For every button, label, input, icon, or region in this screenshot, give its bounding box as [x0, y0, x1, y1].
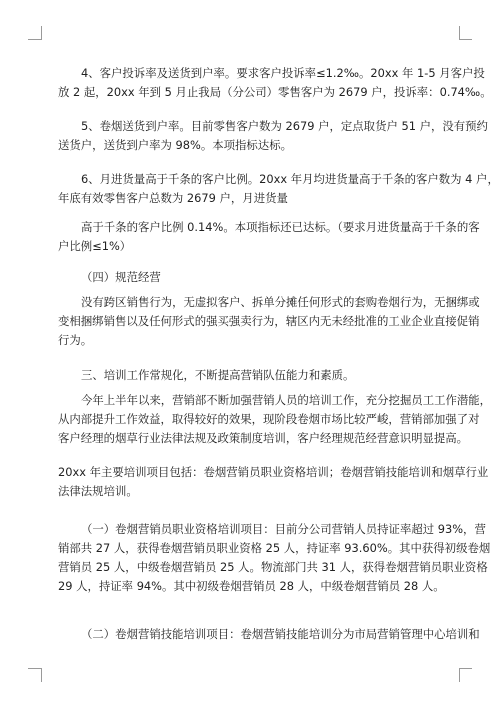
paragraph-skills-training: [58, 625, 480, 644]
text-line: 客户经理的烟草行业法律法规及政策制度培训，客户经理规范经营意识明显提高。: [58, 431, 469, 445]
text-line: 高于千条的客户比例 0.14%。本项指标还已达标。（要求月进货量高于千条的客: [81, 220, 480, 234]
crop-mark-bottom-left-h: [28, 668, 41, 669]
text-line: 户比例≤1%）: [58, 239, 132, 253]
section-heading-standard-operation: [58, 268, 456, 287]
text-line: 4、客户投诉率及送货到户率。要求客户投诉率≤1.2‰。20xx 年 1-5 月客户投: [81, 66, 485, 80]
text-line: 5、卷烟送货到户率。目前零售客户数为 2679 户，定点取货户 51 户，没有预约: [81, 119, 488, 133]
text-line: （二）卷烟营销技能培训项目：卷烟营销技能培训分为市局营销管理中心培训和: [81, 627, 480, 641]
text-line: 从内部提升工作效益，取得较好的效果，现阶段卷烟市场比较严峻，营销部加强了对: [58, 412, 480, 426]
crop-mark-top-left-v: [41, 26, 42, 40]
paragraph-delivery-rate: [58, 117, 488, 155]
crop-mark-top-left-h: [28, 39, 41, 40]
text-line: 法律法规培训。: [58, 484, 138, 498]
paragraph-training-overview: [58, 391, 492, 448]
text-line: 今年上半年以来，营销部不断加强营销人员的培训工作，充分挖掘员工工作潜能，: [81, 393, 492, 407]
text-line: 营销员 25 人，中级卷烟营销员 25 人。物流部门共 31 人，获得卷烟营销员职业资格: [58, 560, 488, 574]
text-line: 20xx 年主要培训项目包括：卷烟营销员职业资格培训；卷烟营销技能培训和烟草行业: [58, 465, 489, 479]
text-line: （四）规范经营: [81, 270, 161, 284]
text-line: 放 2 起，20xx 年到 5 月止我局（分公司）零售客户为 2679 户，投诉率：0.74‰。: [58, 85, 492, 99]
text-line: 三、培训工作常规化，不断提高营销队伍能力和素质。: [81, 368, 355, 382]
paragraph-complaint-rate: [58, 64, 492, 102]
paragraph-monthly-volume: [58, 170, 499, 208]
crop-mark-top-right-v: [459, 26, 460, 40]
text-line: 6、月进货量高于千条的客户比例。20xx 年月均进货量高于千条的客户数为 4 户，: [81, 172, 499, 186]
text-line: 送货户，送货到户率为 98%。本项指标达标。: [58, 138, 292, 152]
crop-mark-bottom-left-v: [41, 668, 42, 682]
paragraph-volume-ratio: [58, 218, 480, 256]
crop-mark-bottom-right-v: [459, 668, 460, 682]
text-line: （一）卷烟营销员职业资格培训项目：目前分公司营销人员持证率超过 93%，营: [81, 522, 486, 536]
text-line: 没有跨区销售行为，无虚拟客户、拆单分摊任何形式的套购卷烟行为，无捆绑或: [81, 295, 480, 309]
text-line: 销部共 27 人，获得卷烟营销员职业资格 25 人，持证率 93.60%。其中获得初级卷烟: [58, 541, 491, 555]
paragraph-standard-operation: [58, 293, 480, 350]
crop-mark-top-right-h: [459, 39, 472, 40]
text-line: 变相捆绑销售以及任何形式的强买强卖行为，辖区内无未经批准的工业企业直接促销: [58, 314, 480, 328]
section-heading-training: [58, 366, 456, 385]
paragraph-training-items: [58, 463, 489, 501]
crop-mark-bottom-right-h: [459, 668, 472, 669]
text-line: 年底有效零售客户总数为 2679 户，月进货量: [58, 191, 288, 205]
paragraph-qualification-training: [58, 520, 491, 596]
text-line: 29 人，持证率 94%。其中初级卷烟营销员 28 人，中级卷烟营销员 28 人。: [58, 579, 445, 593]
text-line: 行为。: [58, 333, 93, 347]
